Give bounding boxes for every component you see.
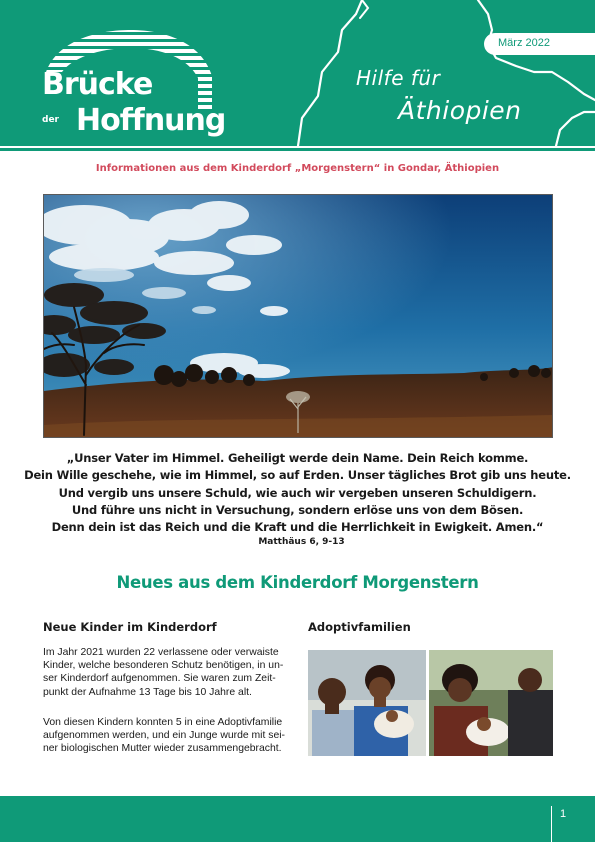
logo-word-hoffnung: Hoffnung	[76, 103, 226, 138]
right-column-heading: Adoptivfamilien	[308, 620, 411, 634]
lords-prayer	[20, 450, 575, 536]
landscape-photo	[43, 194, 553, 438]
paragraph-line: aufgenommen werden, und ein Junge wurde mit sei-	[43, 730, 286, 742]
page-number: 1	[560, 808, 567, 820]
prayer-line: „Unser Vater im Himmel. Geheiligt werde dein Name. Dein Reich komme.	[66, 451, 529, 465]
footer-divider	[551, 806, 552, 842]
prayer-line: Und vergib uns unsere Schuld, wie auch wir vergeben unseren Schuldigern.	[58, 485, 537, 500]
tagline-line-2: Äthiopien	[398, 96, 522, 125]
tagline-line-1: Hilfe für	[356, 66, 441, 90]
paragraph-line: punkt der Aufnahme 13 Tage bis 10 Jahre alt.	[43, 686, 252, 698]
issue-date: März 2022	[498, 37, 550, 49]
intro-line: Informationen aus dem Kinderdorf „Morgenstern“ in Gondar, Äthiopien	[95, 163, 500, 174]
bible-reference: Matthäus 6, 9-13	[258, 537, 345, 547]
footer-band	[0, 796, 595, 842]
paragraph-line: Kinder, welche besonderen Schutz benötigen, in un-	[43, 660, 284, 672]
paragraph-new-children	[43, 646, 288, 699]
paragraph-line: ser Kinderdorf aufgenommen. Sie waren zum Zeit-	[43, 673, 276, 685]
paragraph-line: Von diesen Kindern konnten 5 in eine Adoptivfamilie	[43, 717, 283, 728]
adoptive-family-photos	[308, 650, 553, 756]
left-column-heading: Neue Kinder im Kinderdorf	[43, 620, 217, 634]
logo-word-bruecke: Brücke	[42, 67, 153, 102]
header-band	[0, 0, 595, 146]
paragraph-line: ner biologischen Mutter wieder zusammengebracht.	[43, 743, 282, 755]
logo-word-der: der	[42, 115, 59, 125]
paragraph-adoptions	[43, 716, 288, 756]
prayer-line: Und führe uns nicht in Versuchung, sondern erlöse uns von dem Bösen.	[71, 502, 524, 517]
prayer-line: Dein Wille geschehe, wie im Himmel, so auf Erden. Unser tägliches Brot gib uns heute.	[24, 468, 571, 483]
header-rule	[0, 148, 595, 151]
prayer-line: Denn dein ist das Reich und die Kraft und die Herrlichkeit in Ewigkeit. Amen.“	[51, 520, 544, 535]
paragraph-line: Im Jahr 2021 wurden 22 verlassene oder verwaiste	[43, 647, 279, 658]
section-title: Neues aus dem Kinderdorf Morgenstern	[116, 573, 479, 592]
logo	[38, 28, 226, 146]
